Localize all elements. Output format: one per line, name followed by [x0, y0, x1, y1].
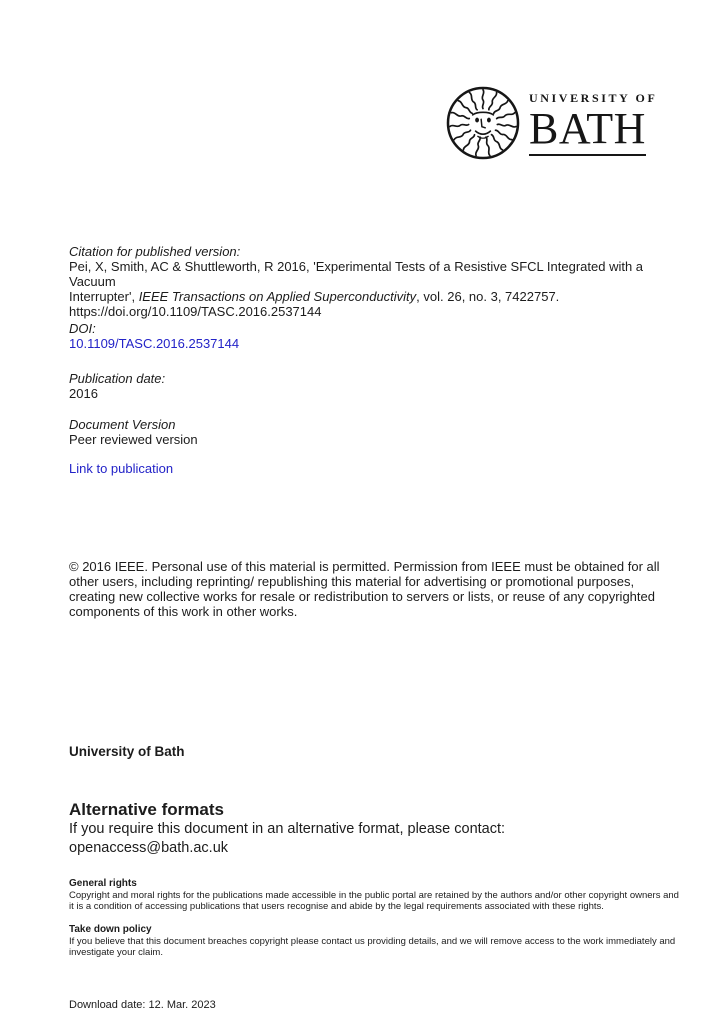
- download-date: Download date: 12. Mar. 2023: [69, 999, 216, 1011]
- publication-date-block: [69, 371, 165, 401]
- alternative-formats-section: [69, 800, 505, 857]
- logo-university-of: UNIVERSITY OF: [529, 90, 658, 105]
- citation-block: [69, 244, 689, 319]
- copyright-notice: © 2016 IEEE. Personal use of this material is permitted. Permission from IEEE must be obtained for all other users, including reprinting/ republishing this material for advertising or promotional purposes, creating new collective works for resale or redistribution to servers or lists, or reuse of any copyrighted components of this work in other works.: [69, 559, 660, 619]
- logo-bath: BATH: [529, 107, 646, 156]
- publication-date-value: 2016: [69, 386, 98, 401]
- university-of-bath-logo: [446, 86, 657, 160]
- alternative-formats-heading: Alternative formats: [69, 800, 224, 819]
- logo-wordmark: [529, 91, 657, 156]
- publication-date-label: Publication date:: [69, 371, 166, 386]
- take-down-policy-section: [69, 924, 681, 959]
- citation-text: [69, 259, 689, 319]
- citation-line1: Pei, X, Smith, AC & Shuttleworth, R 2016, 'Experimental Tests of a Resistive SFCL Integrated with a Vacuum: [69, 259, 644, 289]
- citation-line2-post: , vol. 26, no. 3, 7422757.: [416, 289, 560, 304]
- bath-crest-icon: [446, 86, 520, 160]
- general-rights-section: [69, 878, 681, 913]
- citation-doi-url: https://doi.org/10.1109/TASC.2016.2537144: [69, 304, 322, 319]
- alternative-formats-email: openaccess@bath.ac.uk: [69, 839, 229, 856]
- doi-label: DOI:: [69, 321, 96, 336]
- general-rights-heading: General rights: [69, 878, 137, 889]
- citation-line2-pre: Interrupter',: [69, 289, 139, 304]
- link-to-publication[interactable]: Link to publication: [69, 461, 174, 476]
- document-version-value: Peer reviewed version: [69, 432, 198, 447]
- citation-journal: IEEE Transactions on Applied Superconductivity: [138, 289, 417, 304]
- university-of-bath-heading: University of Bath: [69, 744, 185, 759]
- link-to-publication-container: [69, 461, 173, 476]
- doi-block: [69, 321, 239, 351]
- citation-label: Citation for published version:: [69, 244, 241, 259]
- alternative-formats-text: If you require this document in an alternative format, please contact:: [69, 821, 506, 837]
- take-down-policy-heading: Take down policy: [69, 924, 152, 935]
- take-down-policy-text: If you believe that this document breaches copyright please contact us providing details, and we will remove access to the work immediately and investigate your claim.: [69, 935, 676, 958]
- general-rights-text: Copyright and moral rights for the publications made accessible in the public portal are retained by the authors and/or other copyright owners and it is a condition of accessing publications that users recognise and abide by the legal requirements associated with these rights.: [69, 889, 679, 912]
- document-version-label: Document Version: [69, 417, 176, 432]
- doi-link[interactable]: 10.1109/TASC.2016.2537144: [69, 336, 240, 351]
- document-version-block: [69, 417, 198, 447]
